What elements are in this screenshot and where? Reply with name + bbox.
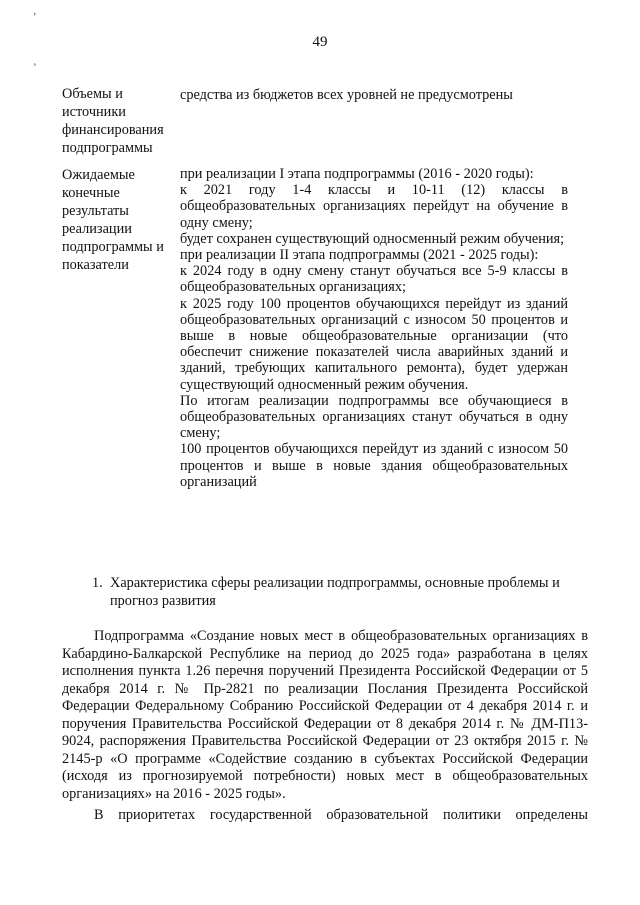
page-number: 49: [312, 34, 328, 50]
passport-label-financing: Объемы и источники финансирования подпрограммы: [62, 86, 164, 156]
passport-value-paragraph: при реализации II этапа подпрограммы (2021 - 2025 годы):: [180, 247, 539, 264]
passport-value-paragraph: По итогам реализации подпрограммы все обучающиеся в общеобразовательных организациях станут обучаться в одну смену;: [180, 392, 568, 442]
passport-value-paragraph: будет сохранен существующий односменный режим обучения;: [180, 230, 565, 247]
body-text: [62, 628, 588, 829]
passport-value-paragraph: к 2024 году в одну смену станут обучаться все 5-9 классы в общеобразовательных организациях;: [180, 263, 568, 296]
body-paragraph: В приоритетах государственной образовательной политики определены: [94, 807, 588, 823]
scan-mark-top: ’: [33, 12, 37, 23]
passport-value-paragraph: при реализации I этапа подпрограммы (2016 - 2020 годы):: [180, 166, 534, 182]
passport-value-paragraph: к 2021 году 1-4 классы и 10-11 (12) классы в общеобразовательных организациях перейдут на обучение в одну смену;: [180, 182, 568, 231]
passport-value-results: [180, 166, 568, 490]
passport-value-paragraph: к 2025 году 100 процентов обучающихся перейдут из зданий общеобразовательных организаций с износом 50 процентов и выше в новые общеобразовательные организации (что обеспечит снижение показателей числа аварийных зданий и зданий, требующих капитального ремонта), будет удержан существующий односменный режим обучения.: [180, 295, 568, 393]
section-number: 1.: [92, 575, 103, 591]
body-paragraph: Подпрограмма «Создание новых мест в общеобразовательных организациях в Кабардино-Балкарской Республике на период до 2025 года» разработана в целях исполнения пункта 1.26 перечня поручений Президента Российской Федерации от 5 декабря 2014 г. № Пр-2821 по реализации Послания Президента Российской Федерации Федеральному Собранию Российской Федерации от 4 декабря 2014 г. и поручения Правительства Российской Федерации от 8 декабря 2014 г. № ДМ-П13-9024, распоряжения Правительства Российской Федерации от 23 октября 2015 г. № 2145-р «О программе «Содействие созданию в субъектах Российской Федерации (исходя из прогнозируемой потребности) новых мест в общеобразовательных организациях» на 2016 - 2025 годы».: [62, 628, 588, 802]
passport-value-paragraph: 100 процентов обучающихся перейдут из зданий с износом 50 процентов и выше в новые здания общеобразовательных организаций: [180, 441, 568, 490]
scan-mark-second: ¸: [33, 55, 37, 66]
section-heading: [92, 574, 592, 610]
passport-label-results: Ожидаемые конечные результаты реализации подпрограммы и показатели: [62, 167, 164, 273]
section-title: Характеристика сферы реализации подпрограммы, основные проблемы и прогноз развития: [110, 575, 560, 609]
passport-value-paragraph: средства из бюджетов всех уровней не предусмотрены: [180, 87, 513, 103]
passport-value-financing: [180, 87, 568, 103]
